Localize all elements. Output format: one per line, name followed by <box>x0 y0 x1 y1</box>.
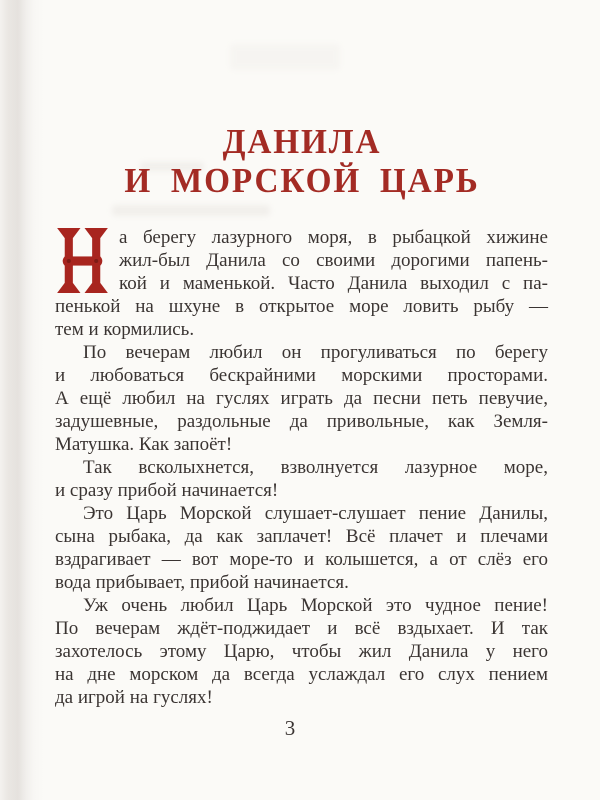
paragraph-4 <box>55 502 548 594</box>
text-line: пенькой на шхуне в открытое море ловить рыбу — <box>55 296 548 317</box>
text-line: захотелось этому Царю, чтобы жил Данила у него <box>55 641 548 662</box>
story-text <box>55 226 548 709</box>
paragraph-2 <box>55 341 548 456</box>
paragraph-5 <box>55 594 548 709</box>
text-line: Уж очень любил Царь Морской это чудное пение! <box>83 595 548 616</box>
show-through-artifact <box>112 205 270 216</box>
paragraph-1 <box>55 226 548 341</box>
text-line: вода прибывает, прибой начинается. <box>55 572 349 593</box>
drop-cap-letter-n <box>55 227 110 294</box>
text-line: и сразу прибой начинается! <box>55 480 279 501</box>
text-line: да игрой на гуслях! <box>55 687 213 708</box>
text-line: А ещё любил на гуслях играть да песни петь певучие, <box>55 388 548 409</box>
show-through-artifact <box>230 44 340 70</box>
text-line: задушевные, раздольные да привольные, как Земля- <box>55 411 548 432</box>
page-gutter-shadow <box>0 0 44 800</box>
text-line: Это Царь Морской слушает-слушает пение Данилы, <box>83 503 548 524</box>
text-line: сына рыбака, да как заплачет! Всё плачет и плечами <box>55 526 548 547</box>
page-number: 3 <box>284 716 296 740</box>
text-line: тем и кормились. <box>55 319 195 340</box>
drop-cap-ornament-icon <box>55 227 110 294</box>
text-line: Так всколыхнется, взволнуется лазурное море, <box>83 457 548 478</box>
text-line: и любоваться бескрайними морскими просторами. <box>55 365 548 386</box>
title-line-1: ДАНИЛА <box>222 122 382 161</box>
text-line: жил-был Данила со своими дорогими папень- <box>119 250 548 271</box>
text-line: По вечерам ждёт-поджидает и всё вздыхает. И так <box>55 618 548 639</box>
text-line: вздрагивает — вот море-то и колышется, а от слёз его <box>55 549 548 570</box>
text-line: Матушка. Как запоёт! <box>55 434 233 455</box>
text-line: кой и маменькой. Часто Данила выходил с па- <box>119 273 548 294</box>
text-line: По вечерам любил он прогуливаться по берегу <box>83 342 548 363</box>
text-line: а берегу лазурного моря, в рыбацкой хижине <box>119 227 548 248</box>
title-line-2: И МОРСКОЙ ЦАРЬ <box>124 161 480 200</box>
story-title <box>55 122 549 200</box>
paragraph-3 <box>55 456 548 502</box>
text-line: на дне морском да всегда услаждал его слух пением <box>55 664 548 685</box>
